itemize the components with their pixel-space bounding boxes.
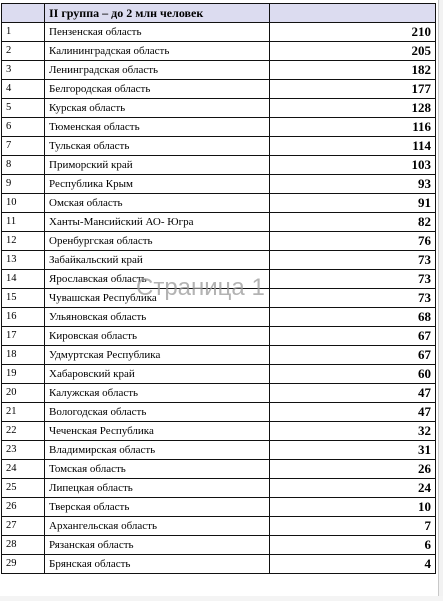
row-number-cell[interactable]: 6 (2, 118, 45, 137)
row-number-cell[interactable]: 12 (2, 232, 45, 251)
region-name-cell[interactable]: Брянская область (45, 555, 270, 574)
table-row (2, 498, 436, 517)
table-row (2, 460, 436, 479)
row-number-cell[interactable]: 11 (2, 213, 45, 232)
table-row (2, 308, 436, 327)
table-row (2, 517, 436, 536)
row-number-cell[interactable]: 7 (2, 137, 45, 156)
table-row (2, 137, 436, 156)
row-number-cell[interactable]: 28 (2, 536, 45, 555)
table-row (2, 289, 436, 308)
table-row (2, 479, 436, 498)
region-value-cell[interactable]: 67 (270, 327, 436, 346)
region-value-cell[interactable]: 32 (270, 422, 436, 441)
region-value-cell[interactable]: 4 (270, 555, 436, 574)
row-number-cell[interactable]: 26 (2, 498, 45, 517)
table-row (2, 441, 436, 460)
page-watermark: Страница 1 (136, 274, 265, 301)
row-number-cell[interactable]: 14 (2, 270, 45, 289)
region-value-cell[interactable]: 116 (270, 118, 436, 137)
row-number-cell[interactable]: 23 (2, 441, 45, 460)
table-row (2, 61, 436, 80)
table-row (2, 422, 436, 441)
row-number-cell[interactable]: 27 (2, 517, 45, 536)
region-value-cell[interactable]: 73 (270, 251, 436, 270)
table-row (2, 213, 436, 232)
region-name-cell[interactable]: Ульяновская область (45, 308, 270, 327)
region-name-cell[interactable]: Хабаровский край (45, 365, 270, 384)
table-row (2, 536, 436, 555)
table-row (2, 118, 436, 137)
region-value-cell[interactable]: 7 (270, 517, 436, 536)
table-row (2, 156, 436, 175)
region-value-cell[interactable]: 91 (270, 194, 436, 213)
region-value-cell[interactable]: 82 (270, 213, 436, 232)
page-bottom-edge (0, 596, 443, 601)
region-name-cell[interactable]: Чеченская Республика (45, 422, 270, 441)
region-name-cell[interactable]: Чувашская Республика (45, 289, 270, 308)
region-value-cell[interactable]: 67 (270, 346, 436, 365)
row-number-cell[interactable]: 1 (2, 23, 45, 42)
table-row (2, 346, 436, 365)
region-value-cell[interactable]: 73 (270, 289, 436, 308)
region-value-cell[interactable]: 47 (270, 384, 436, 403)
region-value-cell[interactable]: 6 (270, 536, 436, 555)
table-row (2, 194, 436, 213)
table-row (2, 384, 436, 403)
region-value-cell[interactable]: 73 (270, 270, 436, 289)
region-value-cell[interactable]: 114 (270, 137, 436, 156)
row-number-cell[interactable]: 18 (2, 346, 45, 365)
table-body (2, 4, 436, 574)
table-row (2, 23, 436, 42)
row-number-cell[interactable]: 20 (2, 384, 45, 403)
header-number-cell[interactable] (2, 4, 45, 23)
table-row (2, 80, 436, 99)
region-name-cell[interactable]: Забайкальский край (45, 251, 270, 270)
region-value-cell[interactable]: 128 (270, 99, 436, 118)
region-value-cell[interactable]: 103 (270, 156, 436, 175)
region-value-cell[interactable]: 93 (270, 175, 436, 194)
row-number-cell[interactable]: 8 (2, 156, 45, 175)
region-name-cell[interactable]: Курская область (45, 99, 270, 118)
region-name-cell[interactable]: Омская область (45, 194, 270, 213)
region-value-cell[interactable]: 68 (270, 308, 436, 327)
table-row (2, 251, 436, 270)
region-value-cell[interactable]: 60 (270, 365, 436, 384)
table-row (2, 365, 436, 384)
row-number-cell[interactable]: 15 (2, 289, 45, 308)
region-name-cell[interactable]: Липецкая область (45, 479, 270, 498)
region-value-cell[interactable]: 76 (270, 232, 436, 251)
row-number-cell[interactable]: 16 (2, 308, 45, 327)
table-row (2, 99, 436, 118)
row-number-cell[interactable]: 2 (2, 42, 45, 61)
row-number-cell[interactable]: 5 (2, 99, 45, 118)
row-number-cell[interactable]: 9 (2, 175, 45, 194)
region-value-cell[interactable]: 182 (270, 61, 436, 80)
row-number-cell[interactable]: 24 (2, 460, 45, 479)
table-row (2, 175, 436, 194)
region-ranking-table (1, 3, 436, 574)
region-name-cell[interactable]: Вологодская область (45, 403, 270, 422)
region-name-cell[interactable]: Ярославская область (45, 270, 270, 289)
table-header-row (2, 4, 436, 23)
row-number-cell[interactable]: 17 (2, 327, 45, 346)
row-number-cell[interactable]: 10 (2, 194, 45, 213)
region-name-cell[interactable]: Калужская область (45, 384, 270, 403)
header-value-cell[interactable] (270, 4, 436, 23)
region-value-cell[interactable]: 26 (270, 460, 436, 479)
region-value-cell[interactable]: 177 (270, 80, 436, 99)
region-value-cell[interactable]: 210 (270, 23, 436, 42)
region-name-cell[interactable]: Оренбургская область (45, 232, 270, 251)
row-number-cell[interactable]: 29 (2, 555, 45, 574)
row-number-cell[interactable]: 22 (2, 422, 45, 441)
table-row (2, 555, 436, 574)
region-name-cell[interactable]: Тверская область (45, 498, 270, 517)
page-right-edge (438, 0, 443, 601)
row-number-cell[interactable]: 13 (2, 251, 45, 270)
region-value-cell[interactable]: 47 (270, 403, 436, 422)
row-number-cell[interactable]: 19 (2, 365, 45, 384)
region-name-cell[interactable]: Ханты-Мансийский АО- Югра (45, 213, 270, 232)
region-name-cell[interactable]: Пензенская область (45, 23, 270, 42)
region-name-cell[interactable]: Республика Крым (45, 175, 270, 194)
region-name-cell[interactable]: Тульская область (45, 137, 270, 156)
table-row (2, 270, 436, 289)
region-name-cell[interactable]: Удмуртская Республика (45, 346, 270, 365)
table-row (2, 42, 436, 61)
region-name-cell[interactable]: Владимирская область (45, 441, 270, 460)
region-name-cell[interactable]: Белгородская область (45, 80, 270, 99)
row-number-cell[interactable]: 3 (2, 61, 45, 80)
table-row (2, 232, 436, 251)
region-value-cell[interactable]: 31 (270, 441, 436, 460)
region-value-cell[interactable]: 24 (270, 479, 436, 498)
region-name-cell[interactable]: Тюменская область (45, 118, 270, 137)
region-name-cell[interactable]: Томская область (45, 460, 270, 479)
header-title-cell[interactable]: II группа – до 2 млн человек (45, 4, 270, 23)
region-name-cell[interactable]: Ленинградская область (45, 61, 270, 80)
row-number-cell[interactable]: 21 (2, 403, 45, 422)
region-name-cell[interactable]: Калининградская область (45, 42, 270, 61)
row-number-cell[interactable]: 25 (2, 479, 45, 498)
region-name-cell[interactable]: Рязанская область (45, 536, 270, 555)
table-row (2, 403, 436, 422)
table-row (2, 327, 436, 346)
region-value-cell[interactable]: 10 (270, 498, 436, 517)
region-name-cell[interactable]: Архангельская область (45, 517, 270, 536)
region-name-cell[interactable]: Приморский край (45, 156, 270, 175)
row-number-cell[interactable]: 4 (2, 80, 45, 99)
region-name-cell[interactable]: Кировская область (45, 327, 270, 346)
region-value-cell[interactable]: 205 (270, 42, 436, 61)
